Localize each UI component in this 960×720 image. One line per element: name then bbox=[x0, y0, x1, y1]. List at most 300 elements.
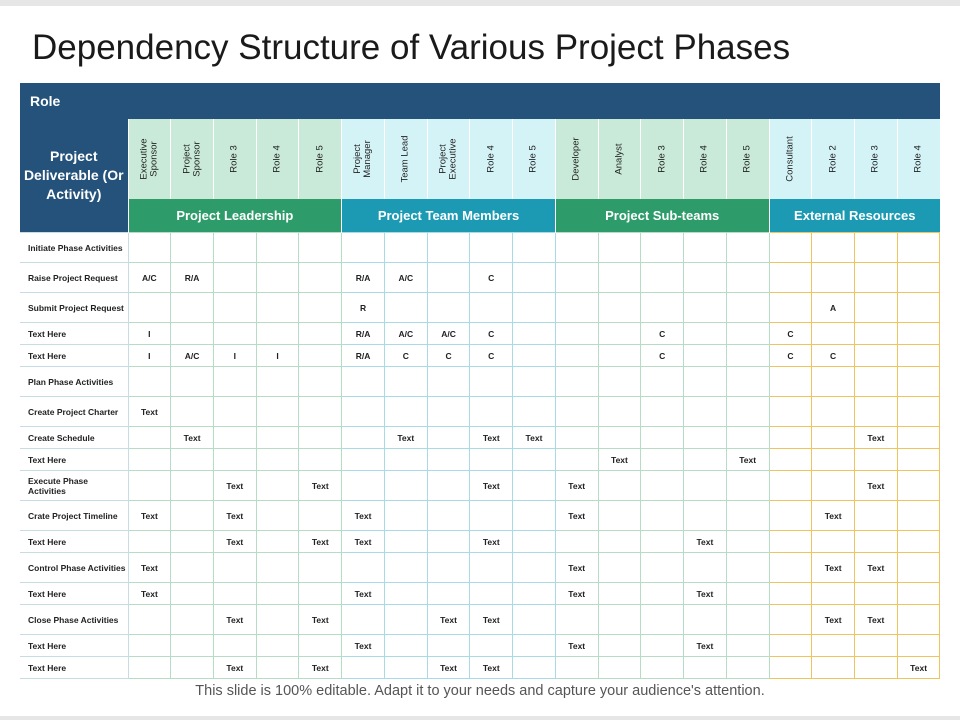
matrix-cell bbox=[171, 367, 214, 397]
matrix-cell bbox=[769, 605, 812, 635]
matrix-cell bbox=[256, 293, 299, 323]
matrix-cell bbox=[427, 501, 470, 531]
role-column-header bbox=[726, 119, 769, 199]
matrix-cell bbox=[342, 657, 385, 679]
matrix-cell bbox=[427, 635, 470, 657]
matrix-cell bbox=[555, 605, 598, 635]
matrix-cell: R/A bbox=[342, 323, 385, 345]
matrix-cell bbox=[299, 397, 342, 427]
matrix-cell bbox=[213, 449, 256, 471]
role-label: Consultant bbox=[784, 136, 796, 182]
matrix-cell: Text bbox=[470, 531, 513, 553]
matrix-cell bbox=[555, 367, 598, 397]
footer-note: This slide is 100% editable. Adapt it to your needs and capture your audience's attention. bbox=[195, 683, 765, 699]
matrix-cell bbox=[812, 471, 855, 501]
matrix-cell bbox=[684, 657, 727, 679]
matrix-cell bbox=[555, 323, 598, 345]
matrix-cell bbox=[384, 635, 427, 657]
matrix-cell bbox=[427, 397, 470, 427]
matrix-cell bbox=[684, 263, 727, 293]
matrix-cell bbox=[641, 367, 684, 397]
matrix-cell bbox=[684, 501, 727, 531]
matrix-cell bbox=[897, 233, 940, 263]
matrix-cell bbox=[342, 367, 385, 397]
matrix-cell bbox=[384, 233, 427, 263]
matrix-cell bbox=[299, 293, 342, 323]
role-column-header bbox=[684, 119, 727, 199]
table-row bbox=[20, 635, 940, 657]
matrix-cell bbox=[256, 605, 299, 635]
matrix-cell: Text bbox=[213, 657, 256, 679]
deliverable-label: Plan Phase Activities bbox=[20, 367, 128, 397]
matrix-cell bbox=[299, 449, 342, 471]
matrix-cell bbox=[897, 293, 940, 323]
matrix-cell bbox=[513, 323, 556, 345]
matrix-cell bbox=[513, 233, 556, 263]
matrix-cell: R/A bbox=[342, 345, 385, 367]
matrix-cell bbox=[769, 657, 812, 679]
table-row bbox=[20, 323, 940, 345]
role-column-header bbox=[812, 119, 855, 199]
matrix-cell bbox=[854, 397, 897, 427]
matrix-cell: Text bbox=[470, 605, 513, 635]
matrix-cell: Text bbox=[128, 501, 171, 531]
matrix-cell bbox=[342, 553, 385, 583]
matrix-cell bbox=[470, 233, 513, 263]
matrix-cell bbox=[513, 531, 556, 553]
group-header-lead: Project Leadership bbox=[128, 199, 342, 233]
matrix-cell bbox=[555, 293, 598, 323]
deliverable-label: Text Here bbox=[20, 583, 128, 605]
matrix-cell bbox=[769, 471, 812, 501]
matrix-cell bbox=[684, 345, 727, 367]
matrix-cell: C bbox=[769, 323, 812, 345]
matrix-cell: Text bbox=[812, 553, 855, 583]
matrix-cell: Text bbox=[555, 553, 598, 583]
matrix-cell bbox=[854, 293, 897, 323]
matrix-cell bbox=[342, 427, 385, 449]
matrix-cell bbox=[641, 233, 684, 263]
matrix-cell bbox=[769, 635, 812, 657]
matrix-cell: I bbox=[128, 345, 171, 367]
matrix-cell bbox=[726, 263, 769, 293]
matrix-cell: Text bbox=[812, 501, 855, 531]
matrix-cell bbox=[513, 471, 556, 501]
role-column-header bbox=[171, 119, 214, 199]
deliverable-label: Submit Project Request bbox=[20, 293, 128, 323]
deliverable-label: Text Here bbox=[20, 449, 128, 471]
deliverable-label: Control Phase Activities bbox=[20, 553, 128, 583]
matrix-cell bbox=[555, 233, 598, 263]
matrix-cell bbox=[128, 427, 171, 449]
matrix-cell bbox=[171, 449, 214, 471]
matrix-cell: I bbox=[213, 345, 256, 367]
matrix-cell bbox=[256, 397, 299, 427]
matrix-cell bbox=[555, 531, 598, 553]
matrix-cell bbox=[684, 605, 727, 635]
role-label: Role 4 bbox=[699, 145, 711, 173]
table-row bbox=[20, 449, 940, 471]
matrix-cell bbox=[897, 553, 940, 583]
matrix-cell bbox=[641, 427, 684, 449]
role-label: Analyst bbox=[613, 143, 625, 175]
matrix-cell: Text bbox=[342, 583, 385, 605]
matrix-cell bbox=[256, 263, 299, 293]
matrix-cell bbox=[812, 233, 855, 263]
matrix-cell bbox=[812, 583, 855, 605]
matrix-cell bbox=[342, 605, 385, 635]
matrix-cell: Text bbox=[299, 605, 342, 635]
role-label: Role 5 bbox=[741, 145, 753, 173]
matrix-cell bbox=[384, 471, 427, 501]
matrix-cell bbox=[555, 263, 598, 293]
matrix-cell bbox=[641, 293, 684, 323]
matrix-cell bbox=[299, 553, 342, 583]
matrix-cell bbox=[726, 471, 769, 501]
matrix-cell bbox=[171, 501, 214, 531]
matrix-cell bbox=[726, 345, 769, 367]
role-column-header bbox=[342, 119, 385, 199]
deliverable-label: Text Here bbox=[20, 323, 128, 345]
matrix-cell bbox=[513, 397, 556, 427]
matrix-cell: C bbox=[812, 345, 855, 367]
matrix-cell bbox=[299, 583, 342, 605]
matrix-cell: A bbox=[812, 293, 855, 323]
table-row bbox=[20, 501, 940, 531]
matrix-cell bbox=[726, 531, 769, 553]
matrix-cell: Text bbox=[555, 501, 598, 531]
matrix-cell bbox=[513, 657, 556, 679]
matrix-cell bbox=[256, 501, 299, 531]
matrix-cell bbox=[427, 449, 470, 471]
matrix-cell bbox=[726, 323, 769, 345]
matrix-cell bbox=[897, 323, 940, 345]
matrix-cell bbox=[641, 397, 684, 427]
matrix-cell bbox=[897, 345, 940, 367]
matrix-cell bbox=[812, 657, 855, 679]
matrix-cell bbox=[769, 501, 812, 531]
matrix-cell bbox=[384, 293, 427, 323]
matrix-cell: C bbox=[470, 263, 513, 293]
matrix-cell bbox=[513, 367, 556, 397]
matrix-cell: Text bbox=[854, 471, 897, 501]
matrix-cell bbox=[171, 635, 214, 657]
matrix-cell: Text bbox=[427, 657, 470, 679]
role-label: Role 5 bbox=[528, 145, 540, 173]
raci-matrix bbox=[20, 83, 940, 679]
matrix-cell bbox=[897, 583, 940, 605]
matrix-cell bbox=[684, 427, 727, 449]
matrix-cell bbox=[598, 553, 641, 583]
role-label: Executive Sponsor bbox=[138, 138, 160, 180]
matrix-cell bbox=[641, 605, 684, 635]
matrix-cell bbox=[470, 553, 513, 583]
matrix-cell bbox=[427, 583, 470, 605]
deliverable-label: Text Here bbox=[20, 345, 128, 367]
matrix-cell bbox=[384, 583, 427, 605]
table-row bbox=[20, 427, 940, 449]
table-row bbox=[20, 367, 940, 397]
matrix-cell: Text bbox=[854, 605, 897, 635]
matrix-cell bbox=[427, 531, 470, 553]
matrix-cell bbox=[299, 345, 342, 367]
matrix-cell bbox=[726, 635, 769, 657]
role-label: Role 3 bbox=[656, 145, 668, 173]
matrix-cell bbox=[726, 553, 769, 583]
matrix-cell bbox=[213, 427, 256, 449]
matrix-cell bbox=[726, 501, 769, 531]
matrix-cell: Text bbox=[812, 605, 855, 635]
matrix-cell bbox=[854, 233, 897, 263]
matrix-cell: Text bbox=[213, 501, 256, 531]
role-column-header bbox=[854, 119, 897, 199]
page-title: Dependency Structure of Various Project Phases bbox=[32, 28, 791, 67]
matrix-cell bbox=[171, 657, 214, 679]
role-label: Role 5 bbox=[314, 145, 326, 173]
deliverable-label: Raise Project Request bbox=[20, 263, 128, 293]
matrix-cell bbox=[256, 657, 299, 679]
matrix-cell bbox=[384, 367, 427, 397]
matrix-cell bbox=[726, 427, 769, 449]
matrix-cell bbox=[812, 449, 855, 471]
matrix-cell bbox=[854, 345, 897, 367]
matrix-cell bbox=[513, 553, 556, 583]
deliverable-label: Execute Phase Activities bbox=[20, 471, 128, 501]
matrix-cell bbox=[726, 583, 769, 605]
matrix-cell bbox=[897, 471, 940, 501]
table-row bbox=[20, 583, 940, 605]
matrix-cell bbox=[213, 397, 256, 427]
matrix-cell: R/A bbox=[171, 263, 214, 293]
matrix-cell bbox=[470, 367, 513, 397]
matrix-cell bbox=[256, 233, 299, 263]
matrix-cell bbox=[598, 501, 641, 531]
matrix-cell bbox=[299, 233, 342, 263]
matrix-cell bbox=[427, 367, 470, 397]
matrix-cell bbox=[384, 531, 427, 553]
matrix-cell bbox=[555, 345, 598, 367]
matrix-cell bbox=[384, 501, 427, 531]
matrix-cell: Text bbox=[684, 531, 727, 553]
role-column-header bbox=[641, 119, 684, 199]
matrix-cell bbox=[256, 635, 299, 657]
matrix-cell: Text bbox=[427, 605, 470, 635]
slide bbox=[0, 6, 960, 716]
matrix-cell bbox=[598, 605, 641, 635]
matrix-cell bbox=[256, 367, 299, 397]
matrix-cell bbox=[299, 501, 342, 531]
matrix-cell: I bbox=[128, 323, 171, 345]
matrix-cell bbox=[555, 427, 598, 449]
matrix-cell bbox=[299, 635, 342, 657]
role-label: Role 4 bbox=[271, 145, 283, 173]
matrix-cell: Text bbox=[470, 427, 513, 449]
matrix-cell bbox=[513, 293, 556, 323]
matrix-cell bbox=[726, 293, 769, 323]
deliverable-label: Create Schedule bbox=[20, 427, 128, 449]
matrix-cell bbox=[513, 501, 556, 531]
matrix-cell bbox=[299, 367, 342, 397]
matrix-cell: A/C bbox=[384, 323, 427, 345]
deliverable-header: Project Deliverable (Or Activity) bbox=[20, 119, 128, 233]
matrix-cell bbox=[470, 583, 513, 605]
matrix-cell: A/C bbox=[427, 323, 470, 345]
matrix-cell bbox=[128, 367, 171, 397]
matrix-cell: Text bbox=[897, 657, 940, 679]
role-label: Team Lead bbox=[399, 135, 411, 183]
matrix-cell bbox=[513, 449, 556, 471]
table-row bbox=[20, 471, 940, 501]
matrix-cell: Text bbox=[854, 427, 897, 449]
matrix-cell bbox=[897, 635, 940, 657]
matrix-cell bbox=[769, 263, 812, 293]
matrix-cell: A/C bbox=[128, 263, 171, 293]
matrix-cell bbox=[854, 449, 897, 471]
matrix-cell bbox=[342, 471, 385, 501]
matrix-cell bbox=[598, 471, 641, 501]
role-header: Role bbox=[20, 83, 940, 119]
matrix-cell bbox=[427, 471, 470, 501]
matrix-cell: A/C bbox=[171, 345, 214, 367]
group-header-team: Project Team Members bbox=[342, 199, 556, 233]
role-label: Role 3 bbox=[869, 145, 881, 173]
deliverable-label: Create Project Charter bbox=[20, 397, 128, 427]
matrix-cell bbox=[342, 233, 385, 263]
matrix-cell bbox=[213, 263, 256, 293]
matrix-cell: C bbox=[470, 345, 513, 367]
matrix-cell bbox=[256, 427, 299, 449]
matrix-cell bbox=[555, 657, 598, 679]
matrix-cell bbox=[171, 605, 214, 635]
matrix-cell bbox=[726, 367, 769, 397]
matrix-cell bbox=[128, 635, 171, 657]
matrix-cell: Text bbox=[213, 471, 256, 501]
role-label: Project Executive bbox=[437, 138, 459, 180]
matrix-cell bbox=[897, 397, 940, 427]
matrix-cell bbox=[128, 657, 171, 679]
matrix-cell bbox=[470, 397, 513, 427]
deliverable-label: Text Here bbox=[20, 531, 128, 553]
matrix-cell bbox=[684, 323, 727, 345]
matrix-cell bbox=[171, 293, 214, 323]
matrix-cell bbox=[555, 397, 598, 427]
deliverable-label: Text Here bbox=[20, 657, 128, 679]
matrix-cell bbox=[213, 293, 256, 323]
matrix-cell: Text bbox=[555, 635, 598, 657]
matrix-cell: Text bbox=[128, 583, 171, 605]
matrix-cell bbox=[256, 449, 299, 471]
role-label: Role 2 bbox=[827, 145, 839, 173]
matrix-cell bbox=[854, 501, 897, 531]
deliverable-label: Initiate Phase Activities bbox=[20, 233, 128, 263]
role-column-header bbox=[555, 119, 598, 199]
matrix-cell bbox=[171, 553, 214, 583]
matrix-cell bbox=[854, 635, 897, 657]
matrix-cell: C bbox=[427, 345, 470, 367]
role-label: Role 3 bbox=[228, 145, 240, 173]
matrix-cell: C bbox=[641, 345, 684, 367]
matrix-cell: Text bbox=[684, 583, 727, 605]
matrix-cell bbox=[213, 635, 256, 657]
matrix-cell: Text bbox=[384, 427, 427, 449]
matrix-cell bbox=[854, 657, 897, 679]
matrix-cell bbox=[598, 263, 641, 293]
matrix-cell bbox=[299, 427, 342, 449]
role-column-header bbox=[427, 119, 470, 199]
matrix-cell bbox=[769, 553, 812, 583]
matrix-cell bbox=[598, 345, 641, 367]
role-column-header bbox=[384, 119, 427, 199]
matrix-cell bbox=[128, 293, 171, 323]
role-column-header bbox=[769, 119, 812, 199]
matrix-cell bbox=[384, 605, 427, 635]
matrix-cell bbox=[513, 605, 556, 635]
matrix-cell bbox=[171, 233, 214, 263]
matrix-cell bbox=[684, 233, 727, 263]
matrix-cell bbox=[598, 657, 641, 679]
matrix-cell bbox=[598, 583, 641, 605]
matrix-cell bbox=[128, 233, 171, 263]
matrix-cell bbox=[684, 449, 727, 471]
matrix-cell: Text bbox=[299, 657, 342, 679]
matrix-cell bbox=[513, 345, 556, 367]
matrix-cell bbox=[897, 605, 940, 635]
matrix-cell bbox=[812, 635, 855, 657]
matrix-cell bbox=[256, 583, 299, 605]
matrix-cell bbox=[299, 263, 342, 293]
matrix-cell bbox=[427, 293, 470, 323]
matrix-cell: R bbox=[342, 293, 385, 323]
matrix-cell: Text bbox=[726, 449, 769, 471]
role-column-header bbox=[897, 119, 940, 199]
matrix-cell bbox=[812, 397, 855, 427]
role-column-header bbox=[213, 119, 256, 199]
matrix-cell: I bbox=[256, 345, 299, 367]
matrix-cell bbox=[812, 323, 855, 345]
matrix-cell bbox=[684, 553, 727, 583]
matrix-cell bbox=[598, 293, 641, 323]
role-label: Project Sponsor bbox=[181, 141, 203, 177]
group-header-sub: Project Sub-teams bbox=[555, 199, 769, 233]
matrix-cell bbox=[427, 263, 470, 293]
matrix-cell: Text bbox=[555, 471, 598, 501]
role-column-header bbox=[470, 119, 513, 199]
matrix-cell: Text bbox=[555, 583, 598, 605]
matrix-cell bbox=[726, 233, 769, 263]
matrix-cell bbox=[726, 397, 769, 427]
matrix-cell bbox=[854, 367, 897, 397]
matrix-cell bbox=[641, 501, 684, 531]
matrix-cell: Text bbox=[513, 427, 556, 449]
matrix-cell bbox=[598, 233, 641, 263]
matrix-cell bbox=[256, 471, 299, 501]
deliverable-label: Crate Project Timeline bbox=[20, 501, 128, 531]
table-row bbox=[20, 345, 940, 367]
matrix-cell bbox=[171, 471, 214, 501]
matrix-cell: R/A bbox=[342, 263, 385, 293]
table-row bbox=[20, 553, 940, 583]
role-column-header bbox=[256, 119, 299, 199]
matrix-cell: Text bbox=[213, 605, 256, 635]
matrix-cell bbox=[726, 605, 769, 635]
matrix-cell bbox=[427, 553, 470, 583]
matrix-cell bbox=[213, 233, 256, 263]
matrix-cell bbox=[342, 449, 385, 471]
matrix-cell bbox=[897, 501, 940, 531]
matrix-cell bbox=[854, 323, 897, 345]
matrix-cell bbox=[641, 635, 684, 657]
deliverable-label: Text Here bbox=[20, 635, 128, 657]
